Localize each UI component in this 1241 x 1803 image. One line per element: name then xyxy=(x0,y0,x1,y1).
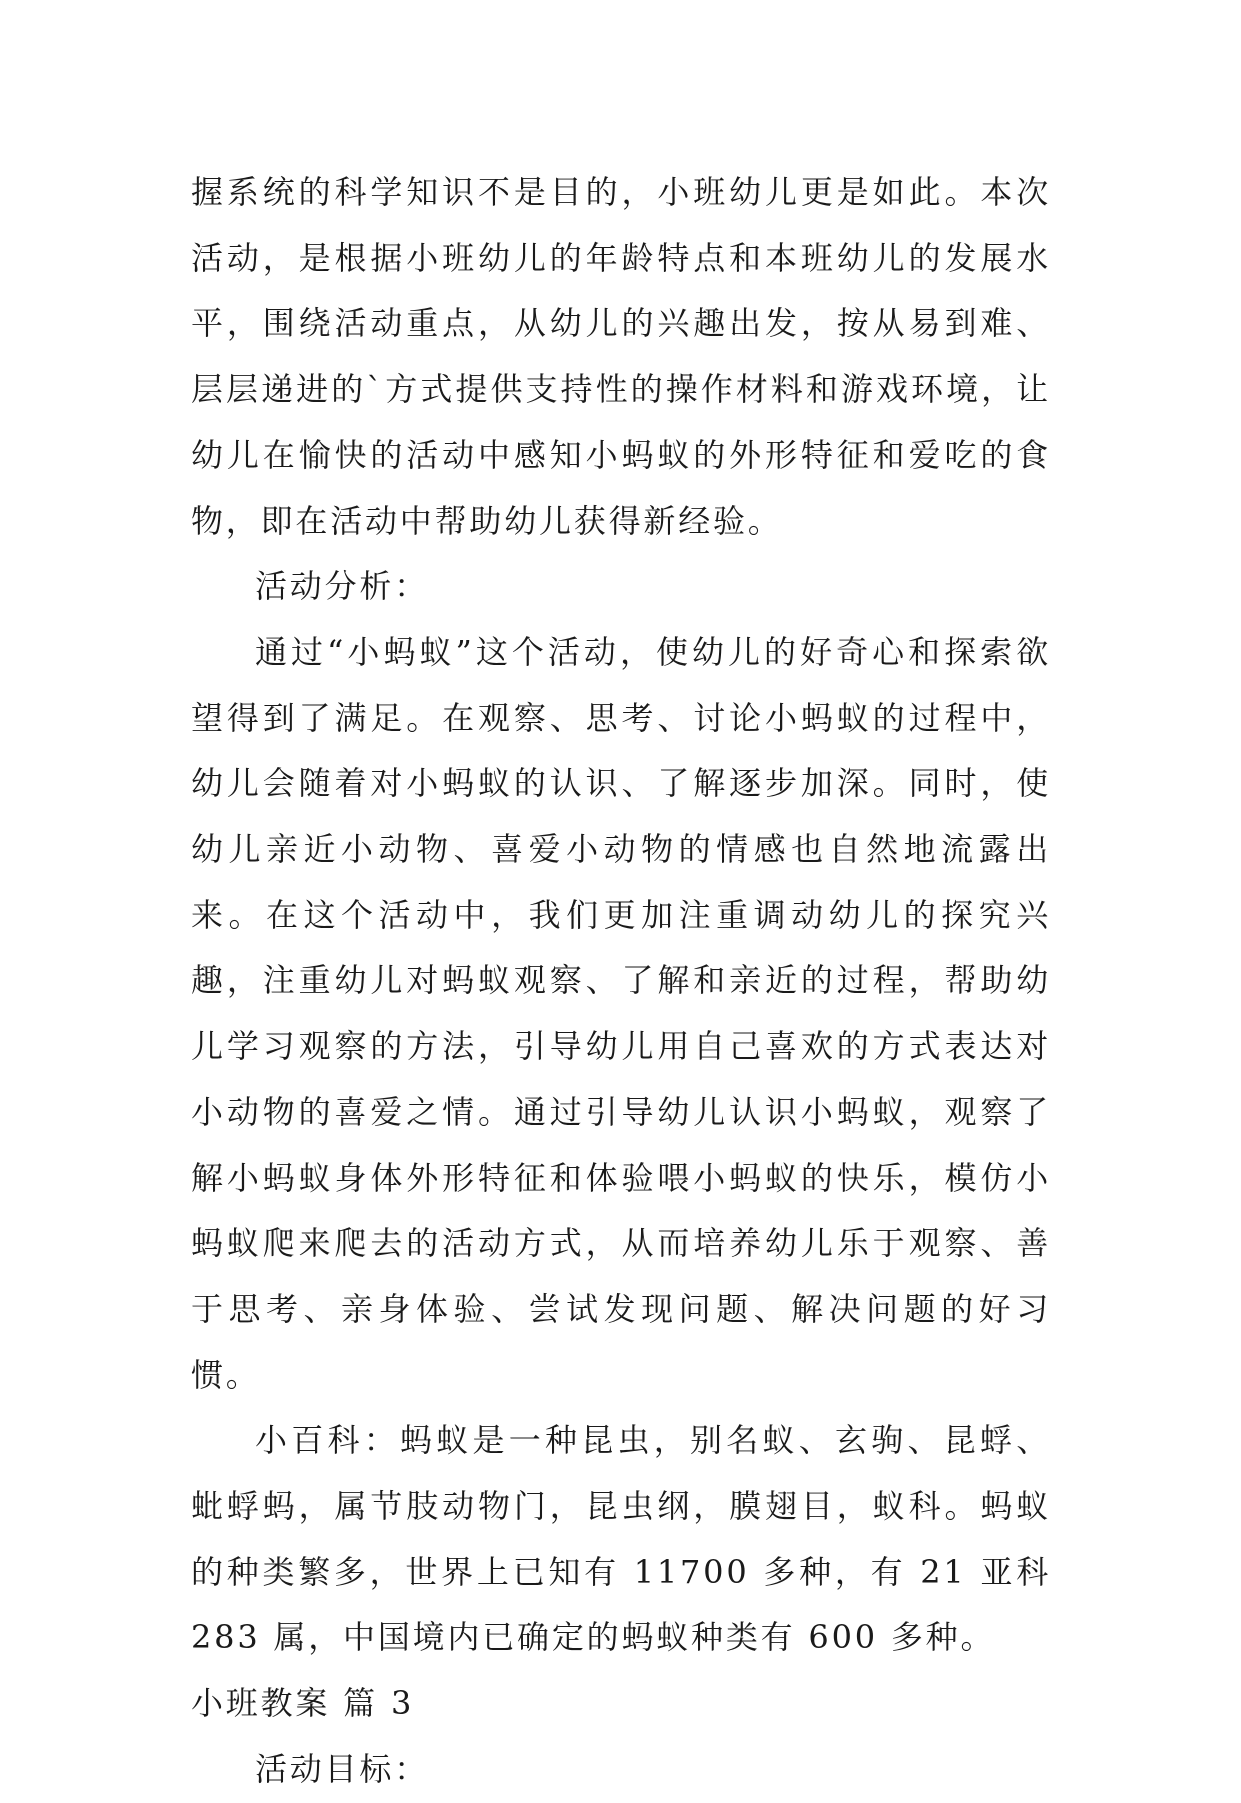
section-heading: 小班教案 篇 3 xyxy=(191,1684,415,1723)
subheading-activity-goals: 活动目标： xyxy=(255,1749,430,1788)
paragraph-activity-analysis-label: 活动分析： xyxy=(255,567,430,606)
paragraph-activity-analysis: 通过“小蚂蚁”这个活动，使幼儿的好奇心和探索欲望得到了满足。在观察、思考、讨论小蚂蚁的过程中，幼儿会随着对小蚂蚁的认识、了解逐步加深。同时，使幼儿亲近小动物、喜爱小动物的情感也自然地流露出来。在这个活动中，我们更加注重调动幼儿的探究兴趣，注重幼儿对蚂蚁观察、了解和亲近的过程，帮助幼儿学习观察的方法，引导幼儿用自己喜欢的方式表达对小动物的喜爱之情。通过引导幼儿认识小蚂蚁，观察了解小蚂蚁身体外形特征和体验喂小蚂蚁的快乐，模仿小蚂蚁爬来爬去的活动方式，从而培养幼儿乐于观察、善于思考、亲身体验、尝试发现问题、解决问题的好习惯。 xyxy=(191,632,1051,1394)
document-body xyxy=(191,160,1051,1803)
paragraph-intro: 握系统的科学知识不是目的，小班幼儿更是如此。本次活动，是根据小班幼儿的年龄特点和本班幼儿的发展水平，围绕活动重点，从幼儿的兴趣出发，按从易到难、层层递进的`方式提供支持性的操作材料和游戏环境，让幼儿在愉快的活动中感知小蚂蚁的外形特征和爱吃的食物，即在活动中帮助幼儿获得新经验。 xyxy=(191,173,1051,540)
paragraph-encyclopedia: 小百科：蚂蚁是一种昆虫，别名蚁、玄驹、昆蜉、蚍蜉蚂，属节肢动物门，昆虫纲，膜翅目，蚁科。蚂蚁的种类繁多，世界上已知有 11700 多种，有 21 亚科 283 属，中国境内已确定的蚂蚁种类有 600 多种。 xyxy=(191,1421,1051,1657)
